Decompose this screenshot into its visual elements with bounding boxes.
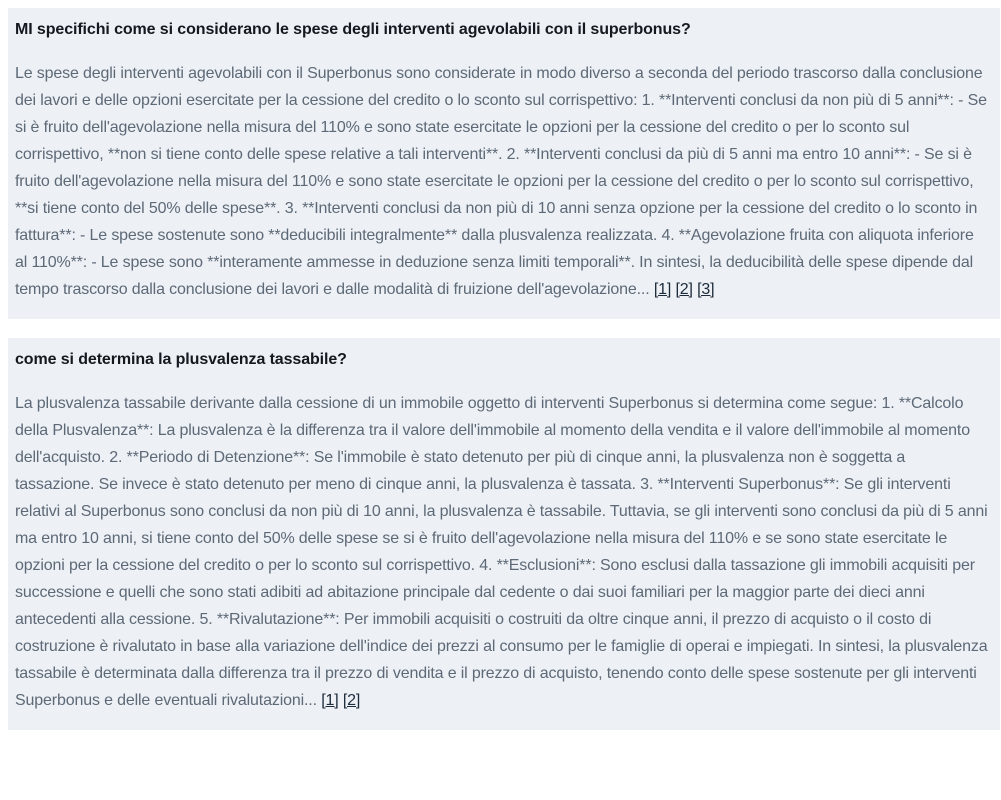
answer-body: La plusvalenza tassabile derivante dalla cessione di un immobile oggetto di interventi Superbonus si determina come segue: 1. **Calcolo della Plusvalenza**: La plusvalenza è la differenza tra il valore dell'immobile al momento della vendita e il valore dell'immobile al momento dell'acquisto. 2. **Periodo di Detenzione**: Se l'immobile è stato detenuto per più di cinque anni, la plusvalenza non è soggetta a tassazione. Se invece è stato detenuto per meno di cinque anni, la plusvalenza è tassata. 3. **Interventi Superbonus**: Se gli interventi relativi al Superbonus sono conclusi da non più di 10 anni, la plusvalenza è tassabile. Tuttavia, se gli interventi sono conclusi da più di 5 anni ma entro 10 anni, si tiene conto del 50% delle spese se si è fruito dell'agevolazione nella misura del 110% e se sono state esercitate le opzioni per la cessione del credito o per lo sconto sul corrispettivo. 4. **Esclusioni**: Sono esclusi dalla tassazione gli immobili acquisiti per successione e quelli che sono stati adibiti ad abitazione principale dal cedente o dai suoi familiari per la maggior parte dei dieci anni antecedenti alla cessione. 5. **Rivalutazione**: Per immobili acquisiti o costruiti da oltre cinque anni, il prezzo di acquisto o il costo di costruzione è rivalutato in base alla variazione dell'indice dei prezzi al consumo per le famiglie di operai e impiegati. In sintesi, la plusvalenza tassabile è determinata dalla differenza tra il prezzo di vendita e il prezzo di acquisto, tenendo conto delle spese sostenute per gli interventi Superbonus e delle eventuali rivalutazioni... xyxy=(15,395,988,709)
qa-card-superbonus-spese xyxy=(8,8,1000,319)
citation-link-3[interactable]: [3] xyxy=(697,281,715,298)
answer-text xyxy=(15,390,988,714)
answer-body: Le spese degli interventi agevolabili con il Superbonus sono considerate in modo diverso a seconda del periodo trascorso dalla conclusione dei lavori e delle opzioni esercitate per la cessione del credito o lo sconto sul corrispettivo: 1. **Interventi conclusi da non più di 5 anni**: - Se si è fruito dell'agevolazione nella misura del 110% e sono state esercitate le opzioni per la cessione del credito o per lo sconto sul corrispettivo, **non si tiene conto delle spese relative a tali interventi**. 2. **Interventi conclusi da più di 5 anni ma entro 10 anni**: - Se si è fruito dell'agevolazione nella misura del 110% e sono state esercitate le opzioni per la cessione del credito o per lo sconto sul corrispettivo, **si tiene conto del 50% delle spese**. 3. **Interventi conclusi da non più di 10 anni senza opzione per la cessione del credito o lo sconto in fattura**: - Le spese sostenute sono **deducibili integralmente** dalla plusvalenza realizzata. 4. **Agevolazione fruita con aliquota inferiore al 110%**: - Le spese sono **interamente ammesse in deduzione senza limiti temporali**. In sintesi, la deducibilità delle spese dipende dal tempo trascorso dalla conclusione dei lavori e dalle modalità di fruizione dell'agevolazione... xyxy=(15,65,987,298)
question-title: come si determina la plusvalenza tassabile? xyxy=(15,351,347,368)
citation-link-1[interactable]: [1] xyxy=(321,692,339,709)
citation-link-1[interactable]: [1] xyxy=(653,281,672,298)
answer-text xyxy=(15,60,988,303)
qa-card-plusvalenza xyxy=(8,338,1000,730)
citation-link-2[interactable]: [2] xyxy=(675,281,693,298)
question-title: MI specifichi come si considerano le spese degli interventi agevolabili con il superbonus? xyxy=(15,21,691,38)
citation-link-2[interactable]: [2] xyxy=(342,692,361,709)
